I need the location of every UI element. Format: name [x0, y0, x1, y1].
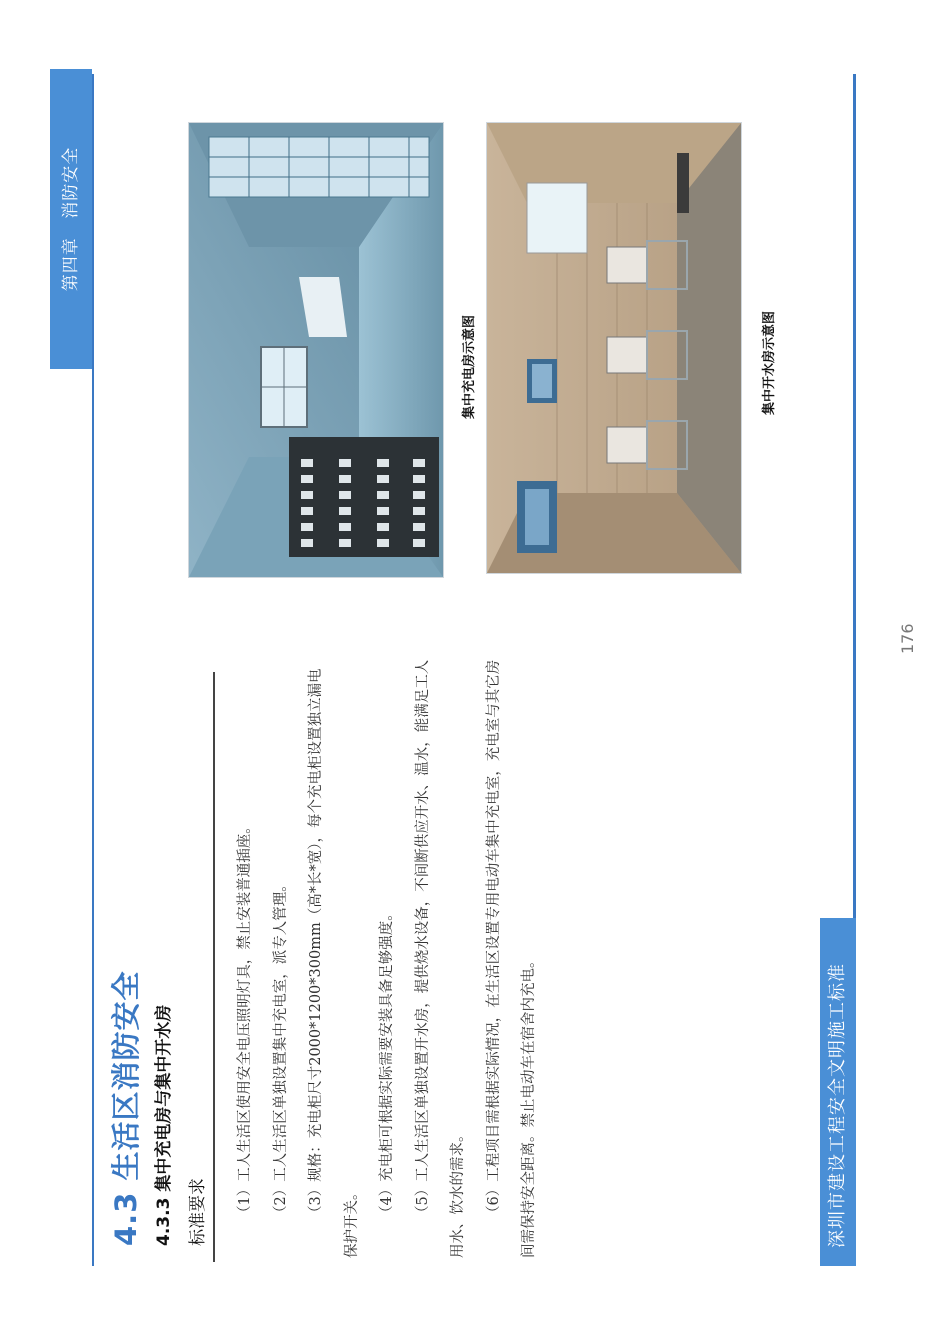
requirement-item: （6）工程项目需根据实际情况，在生活区设置专用电动车集中充电室，充电室与其它房间需保持安全距离。禁止电动车在宿舍内充电。 [485, 659, 537, 1258]
chapter-number: 第四章 [61, 237, 81, 292]
standard-title: 深圳市建设工程安全文明施工标准 [827, 963, 848, 1248]
page-number: 176 [898, 623, 917, 654]
charging-room-image [188, 122, 444, 578]
chapter-name: 消防安全 [61, 146, 81, 219]
water-room-illustration [487, 123, 741, 573]
requirement-item: （3）规格：充电柜尺寸2000*1200*300mm（高*长*宽），每个充电柜设置独立漏电保护开关。 [308, 668, 360, 1258]
water-room-image [486, 122, 742, 574]
standard-heading: 标准要求 [188, 1178, 208, 1246]
chapter-banner [50, 69, 92, 369]
requirement-item: （2）工人生活区单独设置集中充电室，派专人管理。 [272, 877, 289, 1220]
requirement-item: （1）工人生活区使用安全电压照明灯具，禁止安装普通插座。 [237, 819, 253, 1220]
requirement-item: （5）工人生活区单独设置开水房，提供烧水设备，不间断供应开水、温水，能满足工人用水、饮水的需求。 [414, 659, 466, 1258]
charging-room-caption: 集中充电房示意图 [462, 314, 477, 419]
charging-room-illustration [189, 123, 443, 577]
requirements-list [228, 658, 548, 1258]
heading-underline [213, 672, 215, 1262]
section-title: 4.3 生活区消防安全 [109, 970, 143, 1246]
requirement-item: （4）充电柜可根据实际需要安装具备足够强度。 [379, 906, 395, 1220]
water-room-caption: 集中开水房示意图 [762, 310, 777, 415]
standard-title-banner [820, 918, 856, 1266]
subsection-title: 4.3.3 集中充电房与集中开水房 [154, 1004, 174, 1246]
top-divider [92, 74, 94, 1266]
